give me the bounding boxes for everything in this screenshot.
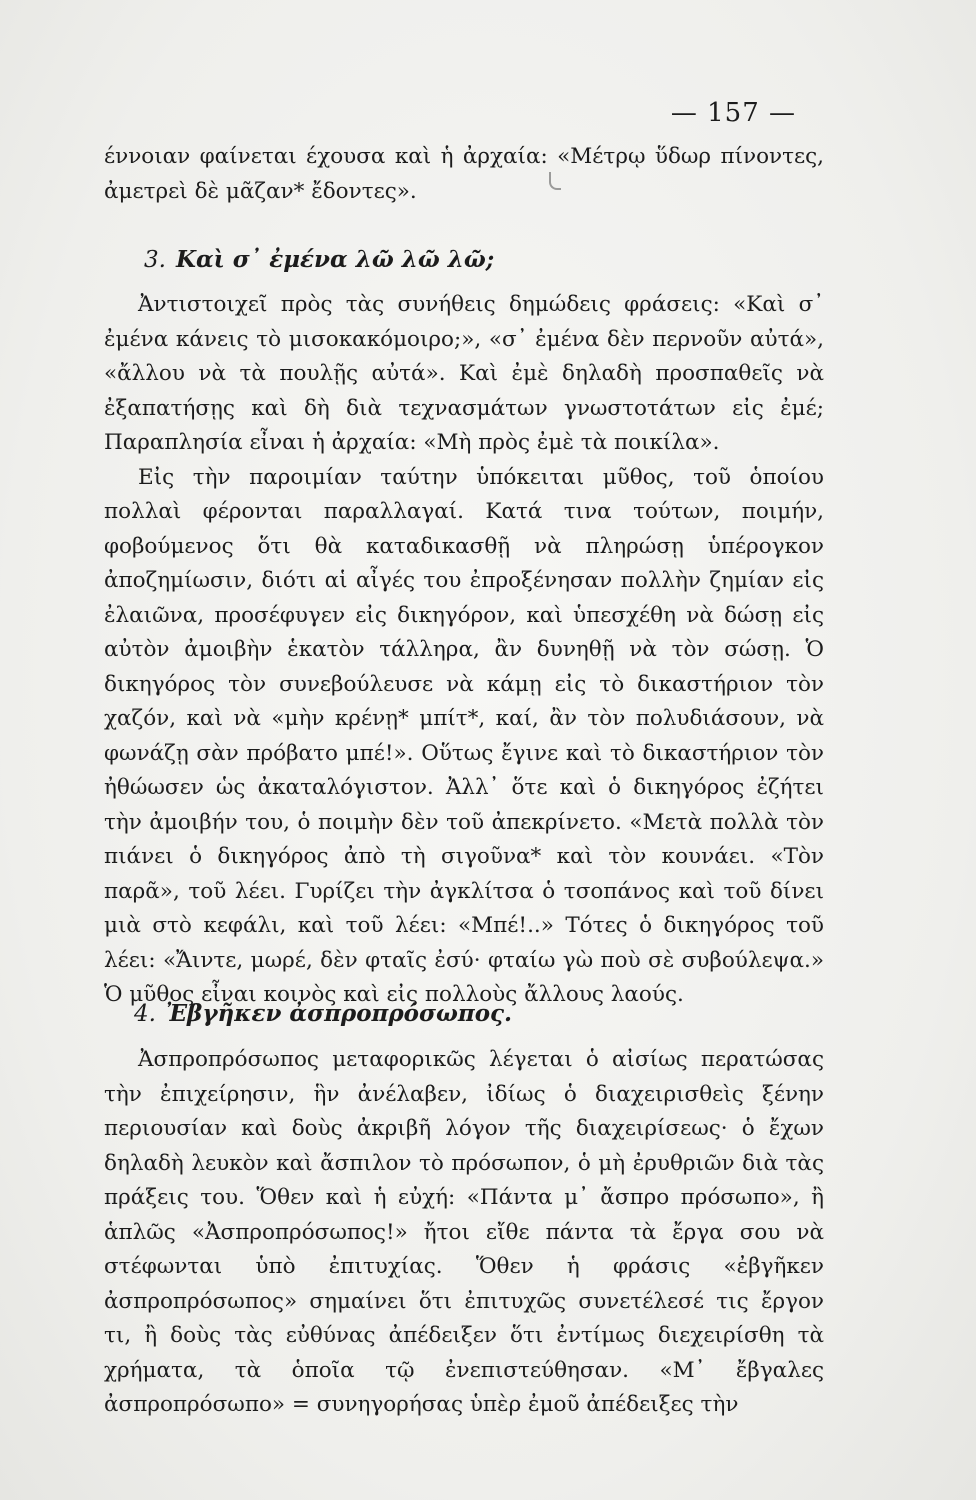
section-3-paragraph-2: Εἰς τὴν παροιμίαν ταύτην ὑπόκειται μῦθος, τοῦ ὁποίου πολλαὶ φέρονται παραλλαγαί. Κατά τινα τούτων, ποιμήν, φοβούμενος ὅτι θὰ καταδικασθῇ νὰ πληρώσῃ ὑπέρογκον ἀποζημίωσιν, διότι αἱ αἶγές του ἐπροξένησαν πολλὴν ζημίαν εἰς ἐλαιῶνα, προσέφυγεν εἰς δικηγόρον, καὶ ὑπεσχέθη νὰ δώσῃ εἰς αὐτὸν ἀμοιβὴν ἑκατὸν τάλληρα, ἂν δυνηθῇ νὰ τὸν σώσῃ. Ὁ δικηγόρος τὸν συνεβούλευσε νὰ κάμῃ εἰς τὸ δικαστήριον τὸν χαζόν, καὶ νὰ «μὴν κρένῃ* μπίτ*, καί, ἂν τὸν πολυδιάσουν, νὰ φωνάζῃ σὰν πρόβατο μπέ!». Οὕτως ἔγινε καὶ τὸ δικαστήριον τὸν ἠθώωσεν ὡς ἀκαταλόγιστον. Ἀλλ᾽ ὅτε καὶ ὁ δικηγόρος ἐζήτει τὴν ἀμοιβήν του, ὁ ποιμὴν δὲν τοῦ ἀπεκρίνετο. «Μετὰ πολλὰ τὸν πιάνει ὁ δικηγόρος ἀπὸ τὴ σιγοῦνα* καὶ τὸν κουνάει. «Τὸν παρᾶ», τοῦ λέει. Γυρίζει τὴν ἀγκλίτσα ὁ τσοπάνος καὶ τοῦ δίνει μιὰ στὸ κεφάλι, καὶ τοῦ λέει: «Μπέ!..» Τότες ὁ δικηγόρος τοῦ λέει: «Ἄιντε, μωρέ, δὲν φταῖς ἐσύ· φταίω γὼ ποὺ σὲ συβούλεψα.» Ὁ μῦθος εἶναι κοινὸς καὶ εἰς πολλοὺς ἄλλους λαούς. — [104, 464, 824, 1007]
section-4-paragraph-1: Ἀσπροπρόσωπος μεταφορικῶς λέγεται ὁ αἰσίως περατώσας τὴν ἐπιχείρησιν, ἣν ἀνέλαβεν, ἰδίως ὁ διαχειρισθεὶς ξένην περιουσίαν καὶ δοὺς ἀκριβῆ λόγον τῆς διαχειρίσεως· ὁ ἔχων δηλαδὴ λευκὸν καὶ ἄσπιλον τὸ πρόσωπον, ὁ μὴ ἐρυθριῶν διὰ τὰς πράξεις του. Ὅθεν καὶ ἡ εὐχή: «Πάντα μ᾽ ἄσπρο πρόσωπο», ἢ ἁπλῶς «Ἀσπροπρόσωπος!» ἤτοι εἴθε πάντα τὰ ἔργα σου νὰ στέφωνται ὑπὸ ἐπιτυχίας. Ὅθεν ἡ φράσις «ἐβγῆκεν ἀσπροπρόσωπος» σημαίνει ὅτι ἐπιτυχῶς συνετέλεσέ τις ἔργον τι, ἢ δοὺς τὰς εὐθύνας ἀπέδειξεν ὅτι ἐντίμως διεχειρίσθη τὰ χρήματα, τὰ ὁποῖα τῷ ἐνεπιστεύθησαν. «Μ᾽ ἔβγαλες ἀσπροπρόσωπο» = συνηγορήσας ὑπὲρ ἐμοῦ ἀπέδειξες τὴν — [104, 1047, 824, 1417]
page-number: — 157 — — [670, 98, 796, 128]
intro-text: έννοιαν φαίνεται έχουσα καὶ ἡ ἀρχαία: «Μέτρῳ ὕδωρ πίνοντες, ἀμετρεὶ δὲ μᾶζαν* ἔδοντες». — [104, 144, 824, 204]
ink-mark-icon — [549, 172, 561, 190]
section-3-body — [104, 288, 824, 1013]
section-4-heading — [134, 1000, 512, 1027]
section-4-number: 4. — [134, 1001, 156, 1027]
section-4-body — [104, 1043, 824, 1423]
intro-paragraph — [104, 140, 824, 209]
section-3-title: Καὶ σ᾽ ἐμένα λῶ λῶ λῶ; — [175, 246, 495, 273]
section-4-title: Ἐβγῆκεν ἀσπροπρόσωπος. — [165, 1000, 513, 1027]
section-3-number: 3. — [144, 247, 166, 273]
section-3-paragraph-1: Ἀντιστοιχεῖ πρὸς τὰς συνήθεις δημώδεις φράσεις: «Καὶ σ᾽ ἐμένα κάνεις τὸ μισοκακόμοιρο;», «σ᾽ ἐμένα δὲν περνοῦν αὐτά», «ἄλλου νὰ τὰ πουλῇς αὐτά». Καὶ ἐμὲ δηλαδὴ προσπαθεῖς νὰ ἐξαπατήσῃς καὶ δὴ διὰ τεχνασμάτων γνωστοτάτων εἰς ἐμέ; Παραπλησία εἶναι ἡ ἀρχαία: «Μὴ πρὸς ἐμὲ τὰ ποικίλα». — [104, 292, 824, 455]
section-3-heading — [144, 246, 494, 273]
